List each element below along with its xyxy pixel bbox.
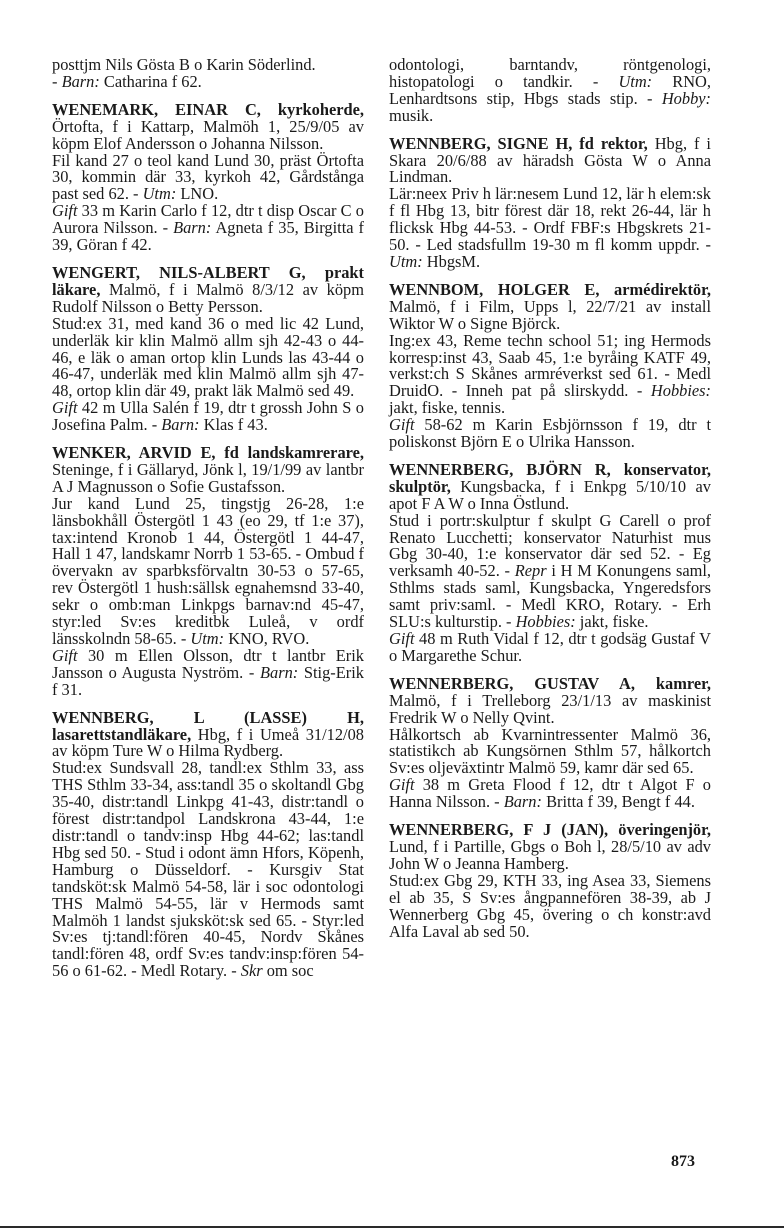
entry-intro: Malmö, f i Film, Upps l, 22/7/21 av install Wiktor W o Signe Björck. bbox=[389, 296, 711, 333]
utm-text: LNO. bbox=[176, 184, 219, 204]
entry-career-paragraph bbox=[52, 760, 364, 980]
entry-gift-paragraph bbox=[52, 400, 364, 434]
entry-name: WENNERBERG, BJÖRN R, bbox=[389, 459, 611, 479]
left-column bbox=[52, 57, 364, 991]
repr-label: Repr bbox=[514, 561, 547, 581]
barn-label: Barn: bbox=[161, 415, 200, 435]
gift-label: Gift bbox=[389, 415, 415, 435]
repr-text: i H M Konungens saml, Sthlms stads saml, Kungsbacka, Yngeredsfors samt priv:saml. - Medl KRO, Rotary. - Erh SLU:s kulturstip. - bbox=[389, 561, 712, 632]
entry-career: Stud:ex Gbg 29, KTH 33, ing Asea 33, Siemens el ab 35, S Sv:es ångpannefören 38-39, ab J Wennerberg Gbg 45, övering o ch konstr:avd Alfa Laval ab sed 50. bbox=[389, 870, 711, 941]
entry-intro: Kungsbacka, f i Enkpg 5/10/10 av apot F A W o Inna Östlund. bbox=[389, 476, 711, 513]
bottom-rule bbox=[0, 1226, 784, 1228]
entry-career: Stud i portr:skulptur f skulpt G Carell o prof Renato Lucchetti; konservator Naturhist mus Gbg 30-40, 1:e konservator där sed 52. - Eg verksamh 40-52. - bbox=[389, 510, 711, 581]
gift-label: Gift bbox=[52, 645, 78, 665]
skr-label: Skr bbox=[240, 961, 263, 981]
entry-career: Fil kand 27 o teol kand Lund 30, präst Örtofta 30, kommin där 33, kyrkoh 42, Gårdstånga past sed 62. - bbox=[52, 150, 364, 204]
biography-entry-wennerberg-bjorn bbox=[389, 459, 712, 665]
hobby-label: Hobbies: bbox=[515, 612, 576, 632]
entry-career-paragraph bbox=[52, 150, 364, 204]
biography-entry-wengert bbox=[52, 262, 364, 435]
entry-career-paragraph bbox=[389, 186, 711, 271]
entry-career: Stud:ex 31, med kand 36 o med lic 42 Lund, underläk kir klin Malmö allm sjh 42-43 o 44-46, e läk o aman ortop klin Lunds las 43-44 o 46-47, underläk med klin Malmö allm sjh 47-48, ortop klin där 49, prakt läk Malmö sed 49. bbox=[52, 313, 364, 401]
gift-label: Gift bbox=[52, 201, 78, 221]
entry-title: armédirektör, bbox=[599, 279, 711, 299]
biography-entry-wennberg-lasse bbox=[52, 707, 364, 981]
utm-label: Utm: bbox=[142, 184, 177, 204]
gift-text: 58-62 m Karin Esbjörnsson f 19, dtr t poliskonst Björn E o Ulrika Hansson. bbox=[389, 415, 711, 452]
barn-text: Klas f 43. bbox=[199, 415, 268, 435]
entry-intro: Hbg, f i Skara 20/6/88 av häradsh Gösta W o Anna Lindman. bbox=[389, 133, 711, 187]
barn-label: Barn: bbox=[173, 218, 212, 238]
gift-label: Gift bbox=[389, 775, 415, 795]
entry-career: Stud:ex Sundsvall 28, tandl:ex Sthlm 33, ass THS Sthlm 33-34, ass:tandl 35 o skoltandl Gbg 35-40, distr:tandl Linkpg 41-43, distr:tandl o förest distr:tandpol Landskrona 43-44, 1:e distr:tandl o tandv:insp Hbg 44-62; las:tandl Hbg sed 50. - Stud i odont ämn Hfors, Köpenh, Hamburg o Düsseldorf. - Kursgiv Stat tandsköt:sk Malmö 54-58, lär i soc odontologi THS Malmö 54-55, lär v Hermods samt Malmöh 1 landst sjuksköt:sk sed 65. - Styr:led Sv:es tj:tandl:fören 40-45, Nordv Skånes tandl:fören 48, ordf Sv:es tandv:insp:fören 54-56 o 61-62. - Medl Rotary. - bbox=[52, 758, 364, 981]
entry-title: konservator, skulptör, bbox=[389, 459, 711, 496]
barn-label: Barn: bbox=[61, 71, 100, 91]
entry-gift-paragraph bbox=[389, 631, 711, 665]
entry-title: kyrkoherde, bbox=[260, 99, 364, 119]
entry-career-paragraph bbox=[52, 493, 364, 648]
biography-entry-wennbom bbox=[389, 279, 711, 452]
entry-career: Lär:neex Priv h lär:nesem Lund 12, lär h elem:sk f fl Hbg 13, bitr förest där 18, rekt 26-44, lär h flicksk Hbg 44-53. - Ordf FBF:s Hbgskrets 21-50. - Led stadsfullm 19-30 m fl komm uppdr. - bbox=[389, 184, 711, 255]
entry-gift-paragraph bbox=[389, 777, 711, 811]
hobby-label: Hobby: bbox=[661, 88, 711, 108]
biography-entry-wenker bbox=[52, 445, 364, 699]
entry-title: fd landskamrerare, bbox=[215, 443, 365, 463]
barn-text: Catharina f 62. bbox=[99, 71, 202, 91]
entry-career-paragraph bbox=[389, 510, 712, 632]
utm-label: Utm: bbox=[190, 629, 225, 648]
right-column bbox=[389, 57, 711, 951]
entry-career: Ing:ex 43, Reme techn school 51; ing Hermods korresp:inst 43, Saab 45, 1:e byråing KATF 49, verkst:ch S Skånes armréverkst sed 61. - Medl DruidO. - Inneh pat på slirskydd. - bbox=[389, 330, 711, 401]
gift-label: Gift bbox=[389, 629, 415, 648]
continuation-entry bbox=[52, 57, 364, 91]
utm-text: KNO, RVO. bbox=[224, 629, 310, 648]
barn-text: Agneta f 35, Birgitta f 39, Göran f 42. bbox=[52, 218, 364, 255]
entry-gift-paragraph bbox=[52, 645, 364, 699]
skr-text: om soc bbox=[262, 961, 314, 981]
biography-entry-wennberg-signe bbox=[389, 133, 711, 271]
entry-intro: Örtofta, f i Kattarp, Malmöh 1, 25/9/05 av köpm Elof Andersson o Johanna Nilsson. bbox=[52, 116, 364, 153]
entry-name: WENNBERG, L (LASSE) H, bbox=[52, 707, 364, 727]
entry-gift-paragraph bbox=[52, 203, 364, 254]
entry-gift-paragraph bbox=[389, 417, 711, 451]
entry-title: fd rektor, bbox=[572, 133, 648, 153]
entry-intro: Steninge, f i Gällaryd, Jönk l, 19/1/99 av lantbr A J Magnusson o Sofie Gustafsson. bbox=[52, 459, 364, 496]
barn-label: Barn: bbox=[503, 792, 542, 812]
entry-title: kamrer, bbox=[634, 673, 711, 693]
barn-text: Britta f 39, Bengt f 44. bbox=[541, 792, 695, 812]
utm-label: Utm: bbox=[618, 71, 653, 91]
barn-label: Barn: bbox=[260, 662, 299, 682]
entry-intro: Malmö, f i Trelleborg 23/1/13 av maskinist Fredrik W o Nelly Qvint. bbox=[389, 690, 711, 727]
continuation-entry bbox=[389, 57, 711, 125]
continuation-text: odontologi, barntandv, röntgenologi, histopatologi o tandkir. - bbox=[389, 55, 711, 91]
entry-name: WENNERBERG, F J (JAN), bbox=[389, 820, 609, 840]
entry-intro: Hbg, f i Umeå 31/12/08 av köpm Ture W o Hilma Rydberg. bbox=[52, 724, 364, 761]
entry-career-paragraph bbox=[389, 330, 711, 418]
gift-text: 30 m Ellen Olsson, dtr t lantbr Erik Jansson o Augusta Nyström. - bbox=[52, 645, 364, 682]
entry-career: Hålkortsch ab Kvarnintressenter Malmö 36, statistikch ab Kungsörnen Sthlm 57, hålkortch Sv:es oljeväxtintr Malmö 59, kamr där sed 65. bbox=[389, 724, 711, 778]
gift-text: 38 m Greta Flood f 12, dtr t Algot F o Hanna Nilsson. - bbox=[389, 775, 711, 812]
gift-text: 42 m Ulla Salén f 19, dtr t grossh John S o Josefina Palm. - bbox=[52, 398, 364, 435]
entry-name: WENNBOM, HOLGER E, bbox=[389, 279, 600, 299]
utm-text: HbgsM. bbox=[422, 251, 481, 271]
biography-entry-wenemark bbox=[52, 99, 364, 255]
entry-career: Jur kand Lund 25, tingstjg 26-28, 1:e länsbokhåll Östergötl 1 43 (eo 29, tf 1:e 37), tax:intend Kronob 1 44, Östergötl 1 44-47, Hall 1 47, landskamr Norrb 1 53-65. - Ombud f övervakn av sparbksförvaltn 30-53 o 57-65, rev Östergötl 1 hush:sällsk egnahemsnd 33-40, sekr o omb:man Linkpgs barnav:nd 45-47, styr:led Sv:es kreditbk Luleå, v ordf länsskolndn 58-65. - bbox=[52, 493, 364, 648]
continuation-line: posttjm Nils Gösta B o Karin Söderlind. bbox=[52, 55, 316, 74]
entry-intro: Malmö, f i Malmö 8/3/12 av köpm Rudolf Nilsson o Betty Persson. bbox=[52, 279, 364, 316]
gift-text: 48 m Ruth Vidal f 12, dtr t godsäg Gustaf V o Margarethe Schur. bbox=[389, 629, 711, 665]
biography-entry-wennerberg-jan bbox=[389, 822, 711, 940]
hobby-text: jakt, fiske, tennis. bbox=[389, 398, 506, 418]
entry-name: WENNBERG, SIGNE H, bbox=[389, 133, 573, 153]
page-number: 873 bbox=[671, 1153, 695, 1170]
utm-label: Utm: bbox=[389, 251, 423, 271]
entry-title: lasarettstandläkare, bbox=[52, 724, 192, 744]
entry-name: WENGERT, NILS-ALBERT G, bbox=[52, 262, 306, 282]
hobby-label: Hobbies: bbox=[650, 381, 711, 401]
gift-label: Gift bbox=[52, 398, 78, 418]
continuation-dash: - bbox=[52, 71, 62, 91]
barn-text: Stig-Erik f 31. bbox=[52, 662, 364, 699]
hobby-text: jakt, fiske. bbox=[575, 612, 649, 632]
entry-intro: Lund, f i Partille, Gbgs o Boh l, 28/5/10 av adv John W o Jeanna Hamberg. bbox=[389, 836, 711, 873]
entry-name: WENEMARK, EINAR C, bbox=[52, 99, 261, 119]
utm-text: RNO, Lenhardtsons stip, Hbgs stads stip. - bbox=[389, 71, 711, 108]
hobby-text: musik. bbox=[389, 105, 434, 125]
entry-name: WENNERBERG, GUSTAV A, bbox=[389, 673, 635, 693]
entry-title: prakt läkare, bbox=[52, 262, 364, 299]
biography-entry-wennerberg-gustav bbox=[389, 673, 711, 812]
entry-title: överingenjör, bbox=[608, 820, 711, 840]
gift-text: 33 m Karin Carlo f 12, dtr t disp Oscar C o Aurora Nilsson. - bbox=[52, 201, 364, 238]
entry-name: WENKER, ARVID E, bbox=[52, 443, 216, 463]
